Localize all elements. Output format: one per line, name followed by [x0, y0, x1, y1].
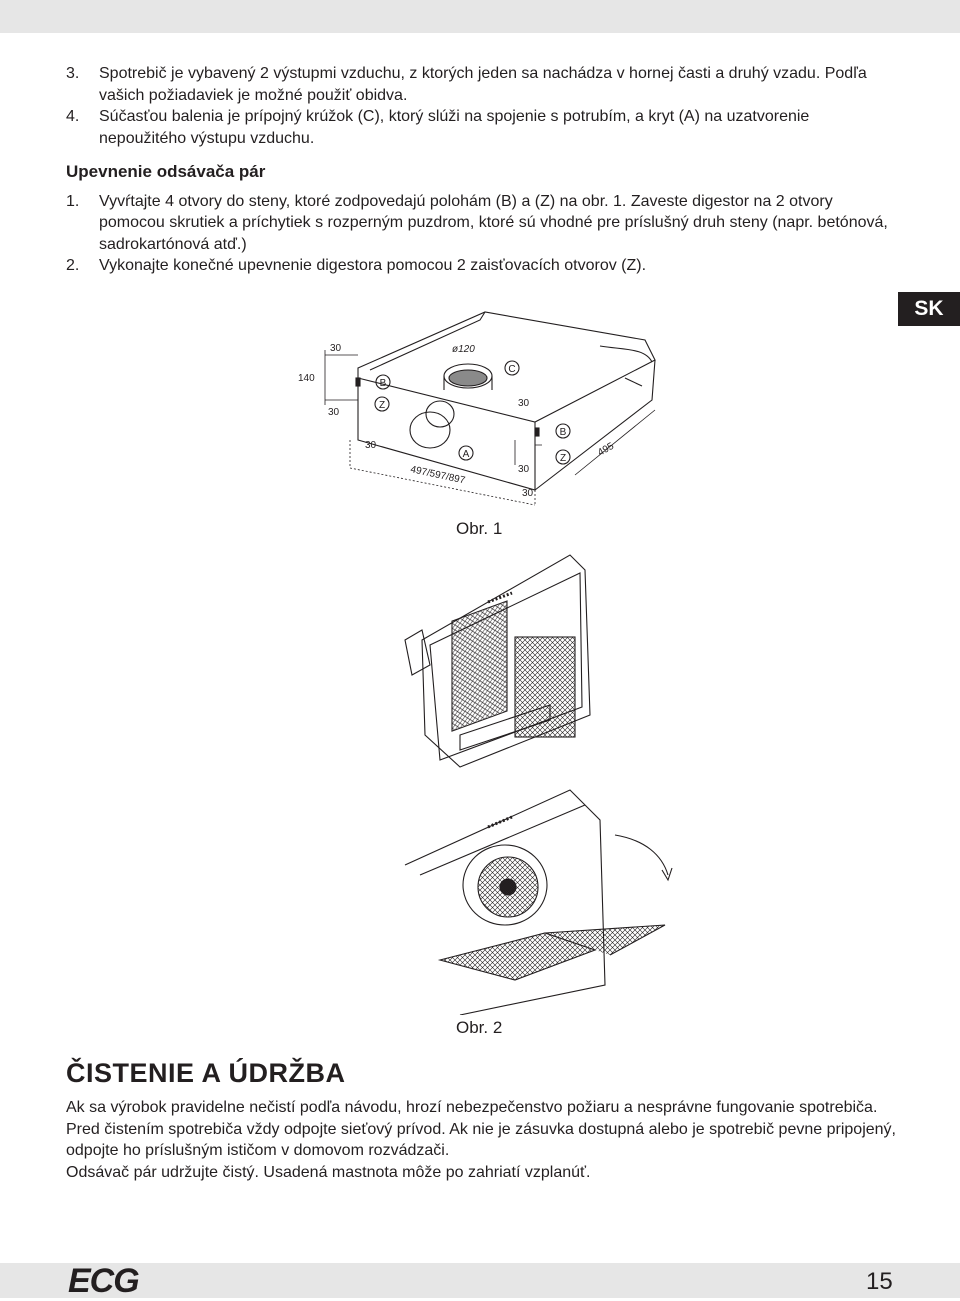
cleaning-paragraph: Pred čistením spotrebiča vždy odpojte sieťový prívod. Ak nie je zásuvka dostupná alebo je spotrebič pevne pripojený, odpojte ho príslušným ističom v domovom rozvádzači.	[66, 1120, 896, 1159]
cleaning-paragraph: Ak sa výrobok pravidelne nečistí podľa návodu, hrozí nebezpečenstvo požiaru a nesprávne fungovanie spotrebiča.	[66, 1099, 878, 1116]
cleaning-text	[66, 1097, 896, 1183]
list-item	[66, 191, 896, 256]
label-b-1: B	[379, 378, 387, 389]
brand-logo: ECG	[68, 1262, 139, 1300]
label-c: C	[508, 364, 516, 375]
item-number: 3.	[66, 65, 80, 82]
dim-30-mid: 30	[518, 398, 530, 409]
list-item	[66, 63, 896, 106]
figure-1-drawing	[280, 300, 680, 510]
list-item	[66, 106, 896, 149]
figure-1-caption: Obr. 1	[456, 519, 503, 538]
item-number: 2.	[66, 257, 80, 274]
dim-140: 140	[298, 373, 315, 384]
dim-30-top: 30	[330, 343, 342, 354]
item-text: Súčasťou balenia je prípojný krúžok (C), ktorý slúži na spojenie s potrubím, a kryt (A) na uzatvorenie nepoužitého výstupu vzduchu.	[99, 108, 810, 147]
header-bar	[0, 0, 960, 33]
dim-495: 495	[596, 440, 616, 459]
dim-30-corner: 30	[522, 488, 534, 499]
dim-30-bottom-left: 30	[365, 440, 377, 451]
item-number: 4.	[66, 108, 80, 125]
footer-bar	[0, 1263, 960, 1298]
item-number: 1.	[66, 192, 80, 210]
dim-30-left: 30	[328, 407, 340, 418]
item-text: Spotrebič je vybavený 2 výstupmi vzduchu, z ktorých jeden sa nachádza v hornej časti a druhý vzadu. Podľa vašich požiadaviek je možné použiť obidva.	[99, 65, 867, 104]
instructions-block	[66, 63, 896, 277]
item-text: Vykonajte konečné upevnenie digestora pomocou 2 zaisťovacích otvorov (Z).	[99, 257, 647, 274]
mounting-subheading: Upevnenie odsávača pár	[66, 162, 266, 181]
list-item	[66, 255, 896, 277]
label-z-1: Z	[378, 400, 386, 411]
cleaning-paragraph: Odsávač pár udržujte čistý. Usadená mastnota môže po zahriatí vzplanúť.	[66, 1163, 591, 1181]
figure-2-drawing	[400, 545, 680, 1015]
language-tab: SK	[898, 292, 960, 326]
cleaning-title: ČISTENIE A ÚDRŽBA	[66, 1058, 346, 1088]
dim-120: ø120	[452, 344, 475, 355]
item-text: Vyvŕtajte 4 otvory do steny, ktoré zodpovedajú polohám (B) a (Z) na obr. 1. Zaveste digestor na 2 otvory pomocou skrutiek a príchytiek s rozperným puzdrom, ktoré sú vhodné pre príslušný druh steny (napr. betónová, sadrokartónová atď.)	[99, 192, 888, 253]
dim-30-bottom: 30	[518, 464, 530, 475]
label-b-2: B	[559, 427, 567, 438]
label-a: A	[462, 449, 470, 460]
dim-width: 497/597/897	[409, 464, 467, 487]
label-z-2: Z	[559, 453, 567, 464]
figure-2-caption: Obr. 2	[456, 1018, 503, 1037]
page-number: 15	[866, 1268, 893, 1295]
